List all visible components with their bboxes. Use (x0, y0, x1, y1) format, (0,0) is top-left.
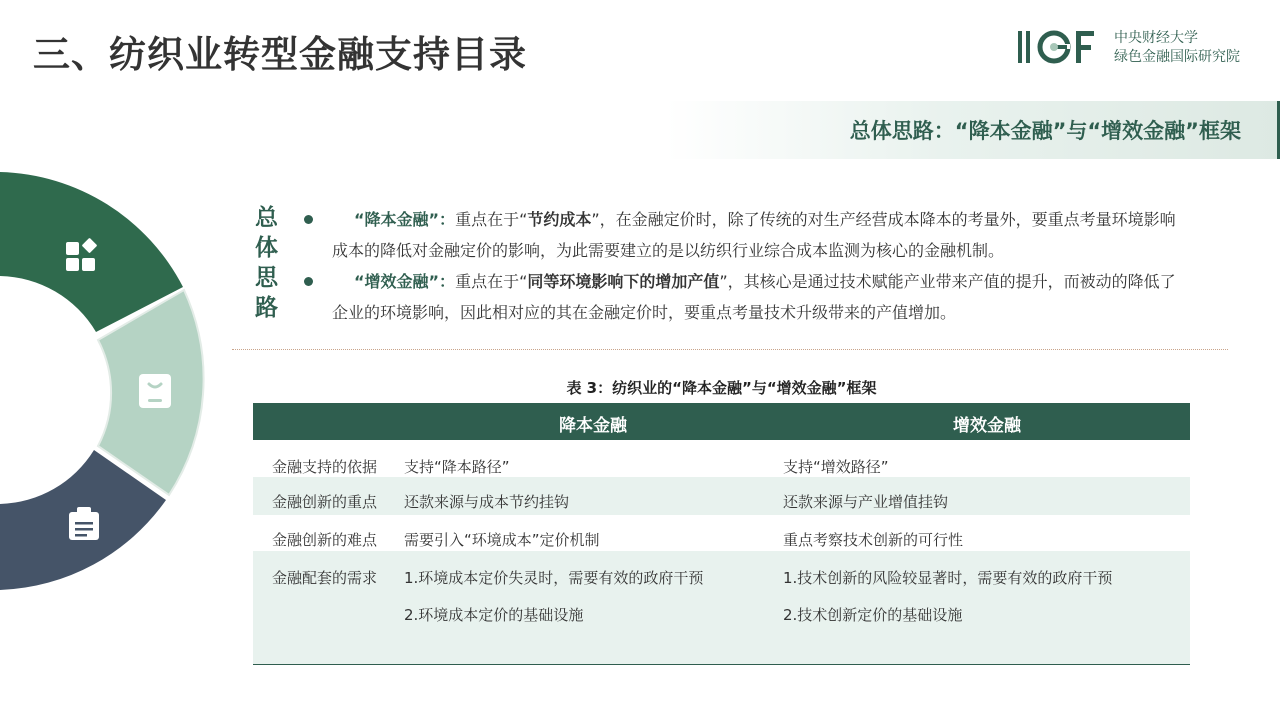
bullet-after: ”，其核心是通过技术赋能产业带来产值的提升，而被动的降低了企业的环境影响，因此相对应的其在金融定价时，要重点考量技术升级带来的产值增加。 (332, 272, 1176, 322)
cell-cost-reduction: 2.环境成本定价的基础设施 (404, 606, 584, 624)
logo-line-1: 中央财经大学 (1114, 30, 1198, 46)
page-title: 三、纺织业转型金融支持目录 (33, 33, 527, 76)
table-header (253, 403, 1190, 440)
cell-cost-reduction: 还款来源与成本节约挂钩 (404, 493, 570, 511)
side-label-char: 思 (255, 265, 278, 291)
side-label-char: 体 (255, 235, 278, 261)
bullet-dot (304, 215, 313, 224)
logo (1016, 27, 1266, 71)
cell-efficiency: 重点考察技术创新的可行性 (783, 531, 964, 549)
overview-side-label (255, 203, 283, 323)
row-label: 金融创新的重点 (272, 493, 378, 511)
overview-bullet (304, 266, 1184, 328)
cell-efficiency: 2.技术创新定价的基础设施 (783, 606, 963, 624)
bullet-dot (304, 277, 313, 286)
table-row (253, 477, 1190, 515)
row-label: 金融配套的需求 (272, 569, 378, 587)
bullet-text (332, 204, 1184, 266)
cell-cost-reduction: 1.环境成本定价失灵时，需要有效的政府干预 (404, 569, 704, 587)
cell-efficiency: 支持“增效路径” (783, 458, 889, 476)
side-label-char: 总 (255, 205, 278, 231)
header-efficiency: 增效金融 (953, 416, 1021, 436)
bullet-after: ”，在金融定价时，除了传统的对生产经营成本降本的考量外，要重点考量环境影响成本的降低对金融定价的影响，为此需要建立的是以纺织行业综合成本监测为核心的金融机制。 (332, 210, 1176, 260)
bullet-before: 重点在于“ (455, 272, 528, 291)
bullet-keyword: “降本金融” (354, 210, 440, 229)
logo-text (1114, 29, 1240, 67)
bullet-before: 重点在于“ (455, 210, 528, 229)
cell-efficiency: 1.技术创新的风险较显著时，需要有效的政府干预 (783, 569, 1113, 587)
bullet-emphasis: 节约成本 (527, 210, 592, 229)
table-caption: 表 3：纺织业的“降本金融”与“增效金融”框架 (566, 379, 877, 397)
cell-cost-reduction: 支持“降本路径” (404, 458, 510, 476)
bullet-colon: ： (439, 272, 456, 291)
box-icon (139, 374, 171, 408)
header-cost-reduction: 降本金融 (559, 416, 627, 436)
table-row (253, 440, 1190, 477)
row-label: 金融支持的依据 (272, 458, 378, 476)
bullet-colon: ： (439, 210, 456, 229)
section-divider (232, 349, 1228, 350)
banner-title: 总体思路：“降本金融”与“增效金融”框架 (849, 119, 1241, 143)
overview-bullet (304, 204, 1184, 266)
side-label-char: 路 (255, 295, 278, 321)
logo-line-2: 绿色金融国际研究院 (1114, 49, 1240, 65)
bullet-emphasis: 同等环境影响下的增加产值 (527, 272, 720, 291)
table-row (253, 551, 1190, 664)
framework-table (253, 403, 1190, 665)
section-banner (666, 101, 1280, 159)
bullet-text (332, 266, 1184, 328)
cycle-donut-diagram (0, 170, 220, 600)
cell-efficiency: 还款来源与产业增值挂钩 (783, 493, 949, 511)
row-label: 金融创新的难点 (272, 531, 378, 549)
table-row (253, 515, 1190, 551)
cell-cost-reduction: 需要引入“环境成本”定价机制 (404, 531, 600, 549)
iigf-logo-mark (1016, 27, 1108, 71)
table-bottom-border (253, 664, 1190, 665)
bullet-keyword: “增效金融” (354, 272, 440, 291)
